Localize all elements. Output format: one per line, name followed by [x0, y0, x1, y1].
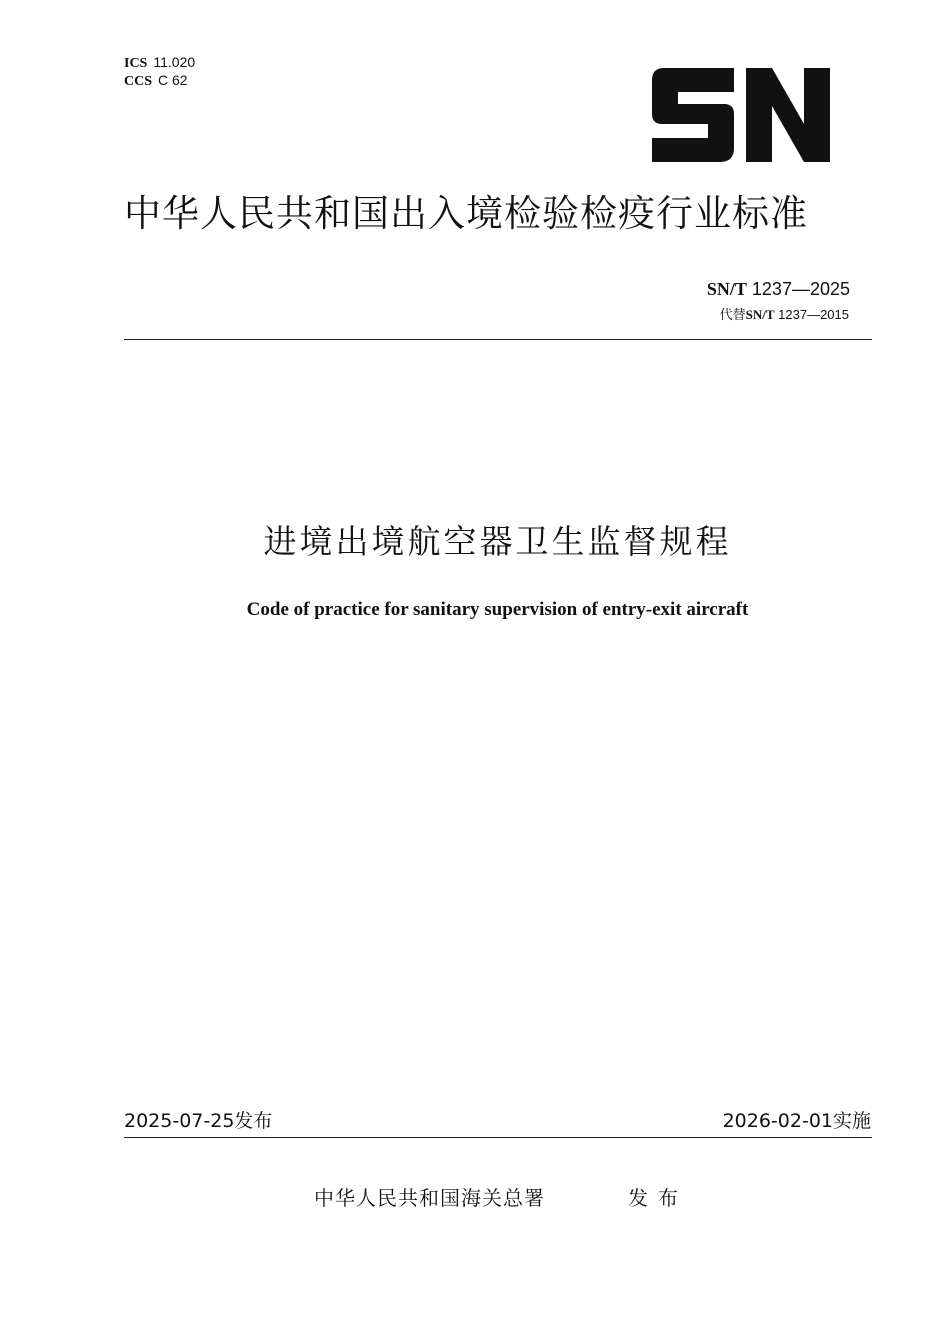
classification-codes: [124, 54, 195, 90]
ccs-line: [124, 72, 195, 90]
standard-number: [707, 277, 850, 302]
ccs-value: C 62: [158, 72, 188, 88]
implementation-date: 2026-02-01实施: [722, 1110, 871, 1132]
ccs-label: CCS: [124, 74, 153, 89]
document-title-chinese: 进境出境航空器卫生监督规程: [263, 522, 732, 561]
issued-label: 发布: [628, 1186, 688, 1210]
ics-label: ICS: [124, 56, 148, 71]
sn-logo: [650, 68, 832, 162]
issue-date: 2025-07-25发布: [124, 1110, 273, 1132]
replaces-standard: [720, 306, 849, 325]
standard-number-prefix: SN/T: [706, 279, 747, 299]
sn-logo-n: [746, 68, 830, 162]
replaces-prefix: SN/T: [745, 307, 775, 322]
ics-line: [124, 54, 195, 72]
footer-divider: [124, 1137, 872, 1138]
ics-value: 11.020: [153, 54, 196, 70]
standard-number-value: 1237—2025: [746, 279, 850, 299]
header-divider: [124, 339, 872, 340]
document-title-english: Code of practice for sanitary supervision of entry-exit aircraft: [246, 599, 749, 620]
replaces-lead: 代替: [719, 308, 746, 323]
issuing-authority: 中华人民共和国海关总署: [314, 1186, 545, 1210]
sn-logo-s: [652, 68, 734, 162]
replaces-value: 1237—2015: [774, 307, 849, 322]
industry-standard-title: 中华人民共和国出入境检验检疫行业标准: [124, 192, 808, 235]
